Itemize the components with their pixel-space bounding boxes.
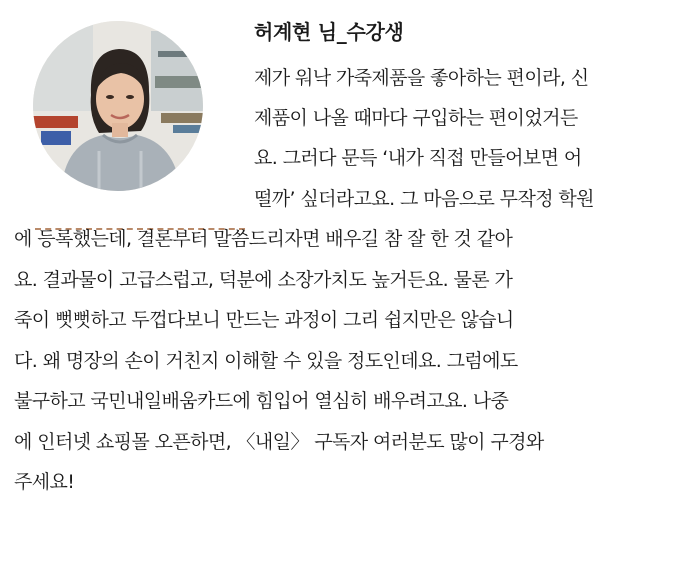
- body-line: 요. 그러다 문득 ‘내가 직접 만들어보면 어: [254, 147, 582, 169]
- interviewee-name: 허계현 님_수강생: [254, 20, 404, 44]
- body-line: 죽이 뻣뻣하고 두껍다보니 만드는 과정이 그리 쉽지만은 않습니: [14, 309, 514, 331]
- body-line: 다. 왜 명장의 손이 거친지 이해할 수 있을 정도인데요. 그럼에도: [14, 350, 518, 372]
- body-line: 요. 결과물이 고급스럽고, 덕분에 소장가치도 높거든요. 물론 가: [14, 269, 513, 291]
- body-line: 제가 워낙 가죽제품을 좋아하는 편이라, 신: [254, 67, 589, 89]
- body-line: 불구하고 국민내일배움카드에 힘입어 열심히 배우려고요. 나중: [14, 390, 509, 412]
- body-line: 주세요!: [14, 471, 75, 493]
- body-line: 떨까’ 싶더라고요. 그 마음으로 무작정 학원: [254, 188, 594, 210]
- body-line: 에 등록했는데, 결론부터 말씀드리자면 배우길 참 잘 한 것 같아: [14, 228, 513, 250]
- body-line: 에 인터넷 쇼핑몰 오픈하면, 〈내일〉 구독자 여러분도 많이 구경와: [14, 431, 544, 453]
- portrait-photo: [33, 21, 203, 191]
- body-line: 제품이 나올 때마다 구입하는 편이었거든: [254, 107, 578, 129]
